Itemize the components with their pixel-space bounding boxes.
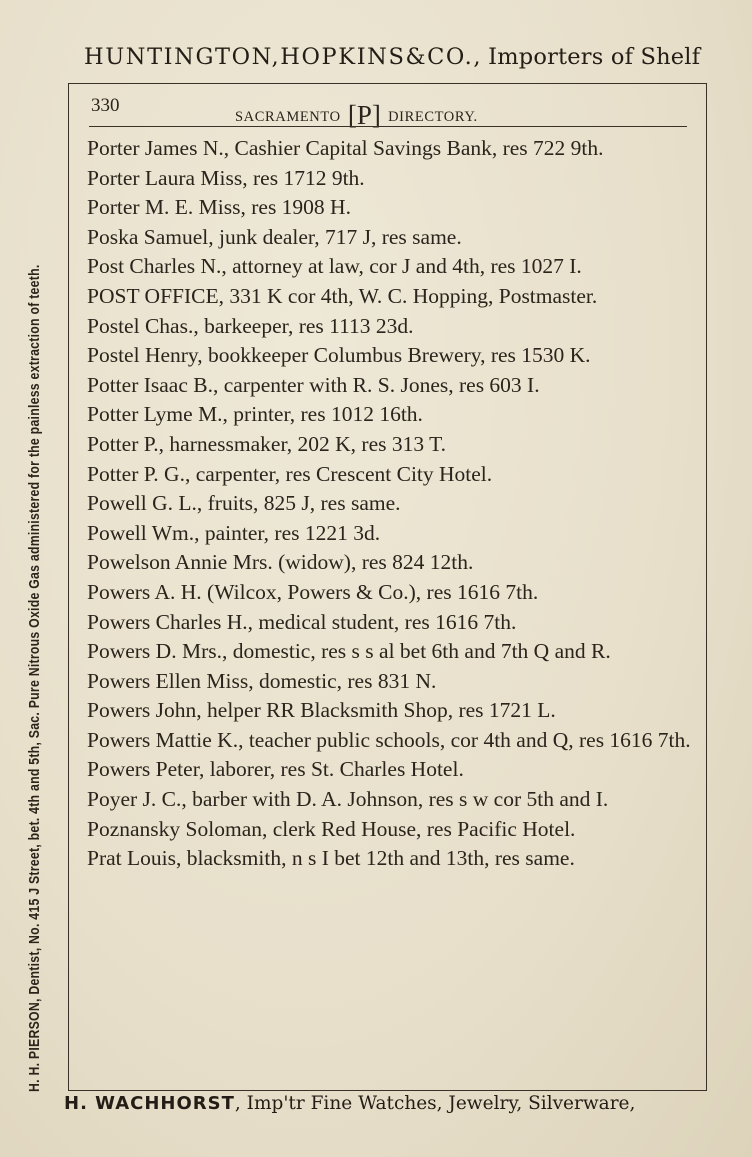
running-head-title-right: DIRECTORY. <box>388 109 478 125</box>
directory-entry: Powers Peter, laborer, res St. Charles Hotel. <box>87 757 464 782</box>
directory-entry: Poska Samuel, junk dealer, 717 J, res same. <box>87 224 462 249</box>
directory-entry: Poznansky Soloman, clerk Red House, res Pacific Hotel. <box>87 816 576 841</box>
directory-entry: Porter Laura Miss, res 1712 9th. <box>87 165 365 190</box>
top-advertisement <box>84 44 724 70</box>
top-ad-company: HUNTINGTON,HOPKINS&CO. <box>84 44 474 70</box>
directory-entry: Powers A. H. (Wilcox, Powers & Co.), res 1616 7th. <box>87 579 539 604</box>
directory-entry: Potter P., harnessmaker, 202 K, res 313 T. <box>87 431 447 456</box>
bottom-ad-text: , Imp'tr Fine Watches, Jewelry, Silverware, <box>234 1093 636 1114</box>
running-head-rule <box>89 126 687 127</box>
directory-entry: Potter Isaac B., carpenter with R. S. Jones, res 603 I. <box>87 372 540 397</box>
section-letter: [P] <box>347 100 381 130</box>
directory-entry: Powell Wm., painter, res 1221 3d. <box>87 520 381 545</box>
directory-entry: Poyer J. C., barber with D. A. Johnson, res s w cor 5th and I. <box>87 787 609 812</box>
directory-entry: Postel Chas., barkeeper, res 1113 23d. <box>87 313 414 338</box>
bottom-ad-name: H. WACHHORST <box>64 1093 235 1114</box>
directory-entries <box>87 134 697 874</box>
directory-entry: Powers Mattie K., teacher public schools, cor 4th and Q, res 1616 7th. <box>87 727 691 752</box>
directory-entry: Prat Louis, blacksmith, n s I bet 12th and 13th, res same. <box>87 846 575 871</box>
page-number: 330 <box>91 95 120 116</box>
directory-entry: Postel Henry, bookkeeper Columbus Brewery, res 1530 K. <box>87 343 591 368</box>
bottom-advertisement <box>64 1093 635 1114</box>
directory-entry: Potter P. G., carpenter, res Crescent City Hotel. <box>87 461 493 486</box>
directory-entry: POST OFFICE, 331 K cor 4th, W. C. Hopping, Postmaster. <box>87 283 598 308</box>
directory-entry: Porter M. E. Miss, res 1908 H. <box>87 195 351 220</box>
directory-entry: Powell G. L., fruits, 825 J, res same. <box>87 491 401 516</box>
directory-entry: Post Charles N., attorney at law, cor J and 4th, res 1027 I. <box>87 254 582 279</box>
side-advertisement: H. H. PIERSON, Dentist, No. 415 J Street, bet. 4th and 5th, Sac. Pure Nitrous Oxide Gas administered for the painless extraction of teeth. <box>26 264 43 1092</box>
running-head <box>89 90 699 130</box>
directory-entry: Powers D. Mrs., domestic, res s s al bet 6th and 7th Q and R. <box>87 639 611 664</box>
running-head-title <box>235 97 478 128</box>
top-ad-text: , Importers of Shelf <box>473 44 701 70</box>
directory-entry: Powelson Annie Mrs. (widow), res 824 12th. <box>87 550 474 575</box>
directory-page-box <box>68 83 707 1091</box>
directory-entry: Potter Lyme M., printer, res 1012 16th. <box>87 402 423 427</box>
running-head-title-left: SACRAMENTO <box>235 109 341 125</box>
directory-entry: Powers Charles H., medical student, res 1616 7th. <box>87 609 517 634</box>
directory-entry: Powers John, helper RR Blacksmith Shop, res 1721 L. <box>87 698 556 723</box>
directory-entry: Porter James N., Cashier Capital Savings Bank, res 722 9th. <box>87 136 604 160</box>
directory-entry: Powers Ellen Miss, domestic, res 831 N. <box>87 668 437 693</box>
